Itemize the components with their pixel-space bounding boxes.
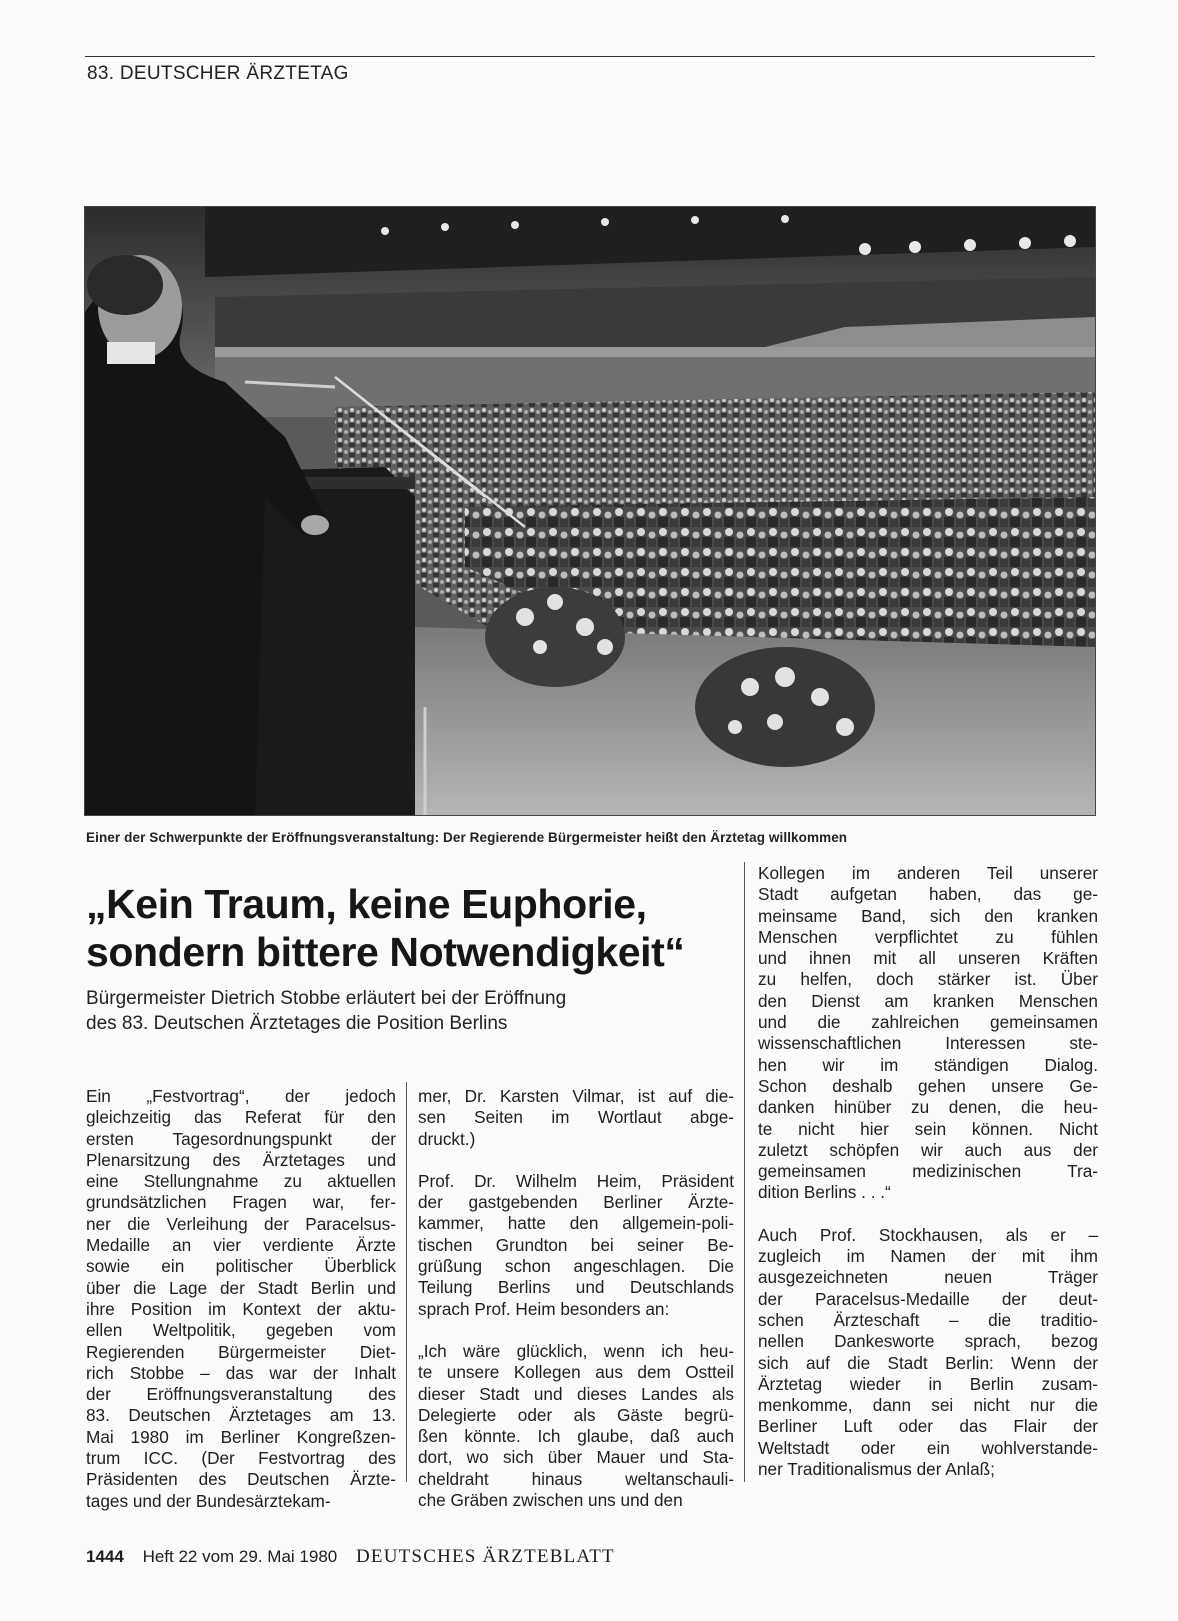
body-column-1 <box>86 1086 396 1533</box>
text-line: 83. Deutschen Ärztetages am 13. <box>86 1405 396 1426</box>
paragraph <box>86 1086 396 1512</box>
speaker-audience-photo <box>85 207 1095 815</box>
text-line: Weltstadt oder ein wohlverstande- <box>758 1437 1098 1458</box>
text-line: Delegierte oder als Gäste begrü- <box>418 1404 734 1425</box>
text-line: Medaille an vier verdiente Ärzte <box>86 1235 396 1256</box>
text-line: ßen könnte. Ich glaube, daß auch <box>418 1426 734 1447</box>
text-line: sich auf die Stadt Berlin: Wenn der <box>758 1352 1098 1373</box>
text-line: rich Stobbe – das war der Inhalt <box>86 1362 396 1383</box>
subheadline <box>86 986 726 1036</box>
paragraph <box>758 1225 1098 1481</box>
text-line: ellen Weltpolitik, gegeben vom <box>86 1320 396 1341</box>
text-line: und die zahlreichen gemeinsamen <box>758 1012 1098 1033</box>
text-line: hen wir im ständigen Dialog. <box>758 1054 1098 1075</box>
text-line: zugleich im Namen der mit ihm <box>758 1246 1098 1267</box>
text-line: gemeinsamen medizinischen Tra- <box>758 1161 1098 1182</box>
text-line: Mai 1980 im Berliner Kongreßzen- <box>86 1426 396 1447</box>
issue-line: Heft 22 vom 29. Mai 1980 <box>142 1547 338 1566</box>
text-line: wissenschaftlichen Interessen ste- <box>758 1033 1098 1054</box>
top-rule <box>85 56 1095 57</box>
text-line: Auch Prof. Stockhausen, als er – <box>758 1224 1098 1245</box>
text-line: ihre Position im Kontext der aktu- <box>86 1298 396 1319</box>
text-line: Ein „Festvortrag“, der jedoch <box>86 1086 396 1106</box>
column-rule <box>406 1082 407 1482</box>
text-line: Stadt aufgetan haben, das ge- <box>758 884 1098 905</box>
text-line: Präsidenten des Deutschen Ärzte- <box>86 1469 396 1490</box>
text-line: te nicht hier sein können. Nicht <box>758 1118 1098 1139</box>
headline-line: „Kein Traum, keine Euphorie, <box>86 881 647 927</box>
text-line: Ärztetag wieder in Berlin zusam- <box>758 1373 1098 1394</box>
text-line: dort, wo sich über Mauer und Sta- <box>418 1447 734 1468</box>
text-line: und ihnen mit all unseren Kräften <box>758 948 1098 969</box>
subheadline-line: des 83. Deutschen Ärztetages die Position Berlins <box>86 1013 508 1034</box>
text-line: „Ich wäre glücklich, wenn ich heu- <box>418 1340 734 1361</box>
text-line: eine Stellungnahme zu aktuellen <box>86 1171 396 1192</box>
text-line: ner die Verleihung der Paracelsus- <box>86 1213 396 1234</box>
text-line: Plenarsitzung des Ärztetages und <box>86 1149 396 1170</box>
text-line: druckt.) <box>418 1128 476 1149</box>
column-rule <box>744 862 745 1482</box>
text-line: über die Lage der Stadt Berlin und <box>86 1277 396 1298</box>
text-line: Kollegen im anderen Teil unserer <box>758 863 1098 883</box>
text-line: gleichzeitig das Referat für den <box>86 1107 396 1128</box>
paragraph <box>418 1086 734 1150</box>
text-line: dieser Stadt und dieses Landes als <box>418 1383 734 1404</box>
text-line: ner Traditionalismus der Anlaß; <box>758 1459 995 1480</box>
text-line: Prof. Dr. Wilhelm Heim, Präsident <box>418 1170 734 1191</box>
photo-caption: Einer der Schwerpunkte der Eröffnungsveranstaltung: Der Regierende Bürgermeister heißt den Ärztetag willkommen <box>86 830 848 845</box>
text-line: tages und der Bundesärztekam- <box>86 1490 331 1511</box>
article-photo <box>84 206 1096 816</box>
text-line: sen Seiten im Wortlaut abge- <box>418 1107 734 1128</box>
text-line: Teilung Berlins und Deutschlands <box>418 1277 734 1298</box>
text-line: danken hinüber zu denen, die heu- <box>758 1097 1098 1118</box>
text-line: trum ICC. (Der Festvortrag des <box>86 1448 396 1469</box>
text-line: Menschen verpflichtet zu fühlen <box>758 926 1098 947</box>
body-column-3 <box>758 863 1098 1501</box>
text-line: ausgezeichneten neuen Träger <box>758 1267 1098 1288</box>
paragraph <box>758 863 1098 1204</box>
text-line: sprach Prof. Heim besonders an: <box>418 1298 670 1319</box>
text-line: dition Berlins . . .“ <box>758 1182 891 1203</box>
text-line: te unsere Kollegen aus dem Ostteil <box>418 1362 734 1383</box>
text-line: mer, Dr. Karsten Vilmar, ist auf die- <box>418 1086 734 1106</box>
text-line: den Dienst am kranken Menschen <box>758 990 1098 1011</box>
text-line: ersten Tagesordnungspunkt der <box>86 1128 396 1149</box>
text-line: Berliner Luft oder das Flair der <box>758 1416 1098 1437</box>
text-line: zuletzt schöpfen wir auch aus der <box>758 1139 1098 1160</box>
headline-line: sondern bittere Notwendigkeit“ <box>86 929 685 975</box>
page-number: 1444 <box>86 1547 124 1566</box>
text-line: menkomme, dann sei nicht nur die <box>758 1395 1098 1416</box>
running-head: 83. DEUTSCHER ÄRZTETAG <box>87 63 349 84</box>
text-line: cheldraht hinaus weltanschauli- <box>418 1468 734 1489</box>
text-line: tischen Grundton bei seiner Be- <box>418 1234 734 1255</box>
text-line: sowie ein politischer Überblick <box>86 1256 396 1277</box>
text-line: che Gräben zwischen uns und den <box>418 1490 683 1511</box>
text-line: der Eröffnungsveranstaltung des <box>86 1384 396 1405</box>
paragraph <box>418 1171 734 1320</box>
paragraph <box>418 1341 734 1511</box>
text-line: nellen Dankesworte sprach, bezog <box>758 1331 1098 1352</box>
subheadline-line: Bürgermeister Dietrich Stobbe erläutert bei der Eröffnung <box>86 988 567 1009</box>
text-line: schen Ärzteschaft – die traditio- <box>758 1309 1098 1330</box>
text-line: Regierenden Bürgermeister Diet- <box>86 1341 396 1362</box>
text-line: der gastgebenden Berliner Ärzte- <box>418 1192 734 1213</box>
text-line: grundsätzlichen Fragen war, fer- <box>86 1192 396 1213</box>
headline <box>86 880 736 976</box>
text-line: zu helfen, doch stärker ist. Über <box>758 969 1098 990</box>
text-line: Schon deshalb gehen unsere Ge- <box>758 1075 1098 1096</box>
masthead: DEUTSCHES ÄRZTEBLATT <box>355 1546 615 1567</box>
text-line: der Paracelsus-Medaille der deut- <box>758 1288 1098 1309</box>
body-column-2 <box>418 1086 734 1532</box>
text-line: grüßung schon angeschlagen. Die <box>418 1256 734 1277</box>
text-line: meinsame Band, sich den kranken <box>758 905 1098 926</box>
page-footer <box>86 1546 615 1568</box>
text-line: kammer, hatte den allgemein-poli- <box>418 1213 734 1234</box>
